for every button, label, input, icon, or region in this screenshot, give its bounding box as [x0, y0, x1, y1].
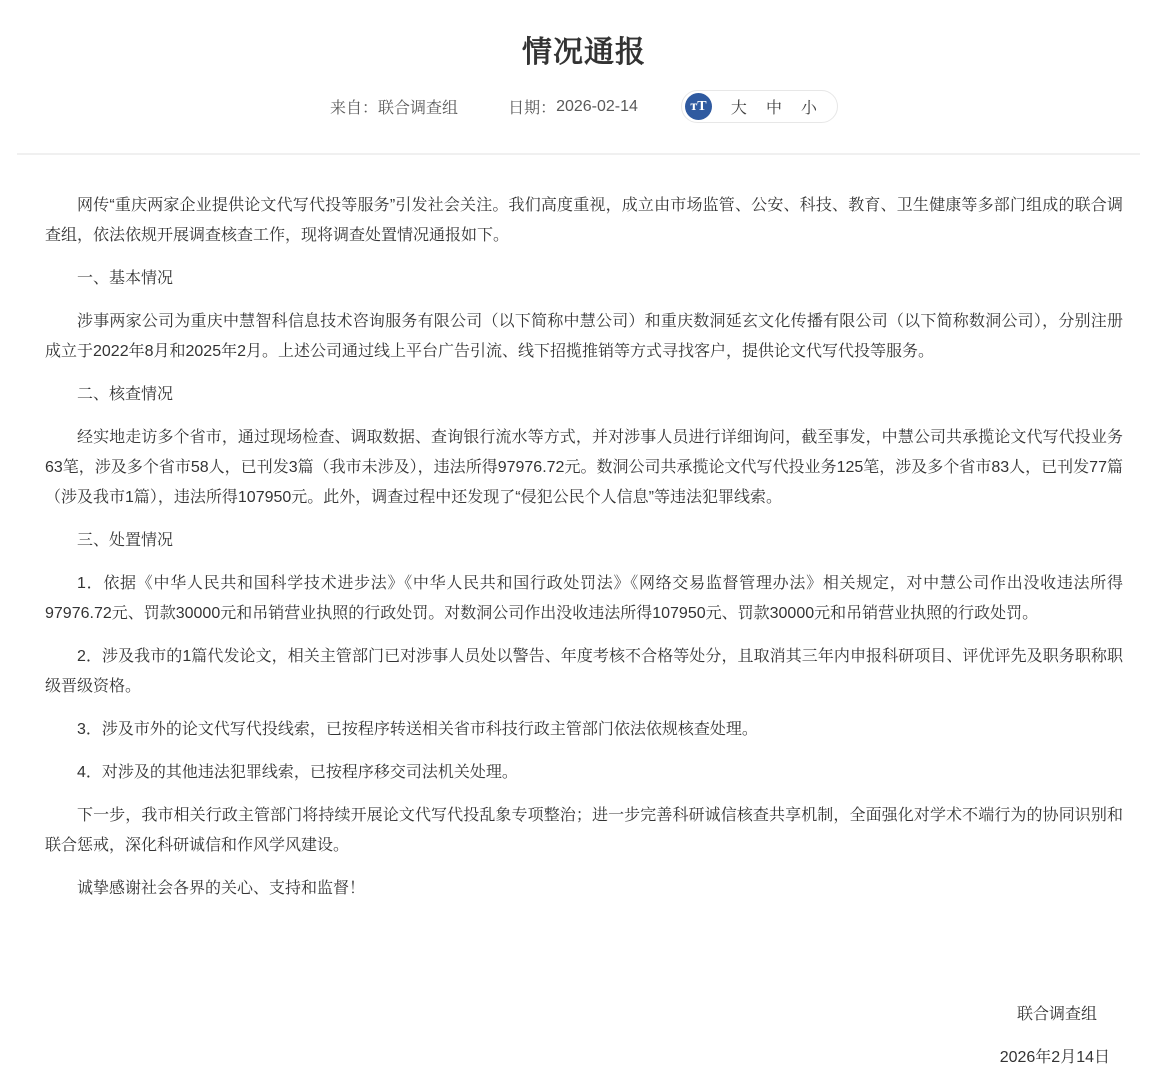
- article: [45, 155, 1123, 1087]
- signature-block: [45, 1000, 1123, 1087]
- meta-row: [0, 90, 1168, 123]
- meta-source-value: 联合调查组: [378, 100, 459, 117]
- font-size-widget: [681, 90, 838, 123]
- article-paragraph: 网传“重庆两家企业提供论文代写代投等服务”引发社会关注。我们高度重视，成立由市场监管、公安、科技、教育、卫生健康等多部门组成的联合调查组，依法依规开展调查核查工作，现将调查处置情况通报如下。: [45, 197, 1123, 244]
- font-size-option-large[interactable]: 大: [730, 100, 747, 117]
- article-paragraph: 3．涉及市外的论文代写代投线索，已按程序转送相关省市科技行政主管部门依法依规核查处理。: [77, 721, 758, 738]
- article-paragraph: 1．依据《中华人民共和国科学技术进步法》《中华人民共和国行政处罚法》《网络交易监督管理办法》相关规定，对中慧公司作出没收违法所得97976.72元、罚款30000元和吊销营业执照的行政处罚。对数洞公司作出没收违法所得107950元、罚款30000元和吊销营业执照的行政处罚。: [45, 575, 1123, 622]
- meta-date: [508, 95, 638, 118]
- signature-date: 2026年2月14日: [999, 1049, 1110, 1066]
- article-paragraph: 涉事两家公司为重庆中慧智科信息技术咨询服务有限公司（以下简称中慧公司）和重庆数洞延玄文化传播有限公司（以下简称数洞公司），分别注册成立于2022年8月和2025年2月。上述公司通过线上平台广告引流、线下招揽推销等方式寻找客户，提供论文代写代投等服务。: [45, 313, 1123, 360]
- font-size-option-small[interactable]: 小: [800, 100, 817, 117]
- meta-date-value: 2026-02-14: [556, 97, 638, 115]
- article-paragraph: 诚挚感谢社会各界的关心、支持和监督！: [77, 880, 366, 897]
- article-paragraph: 经实地走访多个省市，通过现场检查、调取数据、查询银行流水等方式，并对涉事人员进行详细询问，截至事发，中慧公司共承揽论文代写代投业务63笔，涉及多个省市58人，已刊发3篇（我市未涉及），违法所得97976.72元。数洞公司共承揽论文代写代投业务125笔，涉及多个省市83人，已刊发77篇（涉及我市1篇），违法所得107950元。此外，调查过程中还发现了“侵犯公民个人信息”等违法犯罪线索。: [45, 429, 1123, 506]
- font-size-option-medium[interactable]: 中: [765, 100, 782, 117]
- section-heading: 三、处置情况: [77, 532, 174, 549]
- section-heading: 一、基本情况: [77, 270, 174, 287]
- page-header: [0, 0, 1168, 123]
- meta-source: [330, 95, 458, 118]
- article-paragraph: 4．对涉及的其他违法犯罪线索，已按程序移交司法机关处理。: [77, 764, 518, 781]
- font-size-icon: тT: [685, 93, 712, 120]
- meta-source-label: 来自：: [330, 100, 379, 117]
- article-paragraph: 下一步，我市相关行政主管部门将持续开展论文代写代投乱象专项整治；进一步完善科研诚信核查共享机制，全面强化对学术不端行为的协同识别和联合惩戒，深化科研诚信和作风学风建设。: [45, 807, 1123, 854]
- article-paragraph: 2．涉及我市的1篇代发论文，相关主管部门已对涉事人员处以警告、年度考核不合格等处分，且取消其三年内申报科研项目、评优评先及职务职称职级晋级资格。: [45, 648, 1123, 695]
- page-title: 情况通报: [522, 36, 646, 69]
- meta-date-label: 日期：: [508, 100, 557, 117]
- signature-name: 联合调查组: [1016, 1006, 1097, 1023]
- section-heading: 二、核查情况: [77, 386, 174, 403]
